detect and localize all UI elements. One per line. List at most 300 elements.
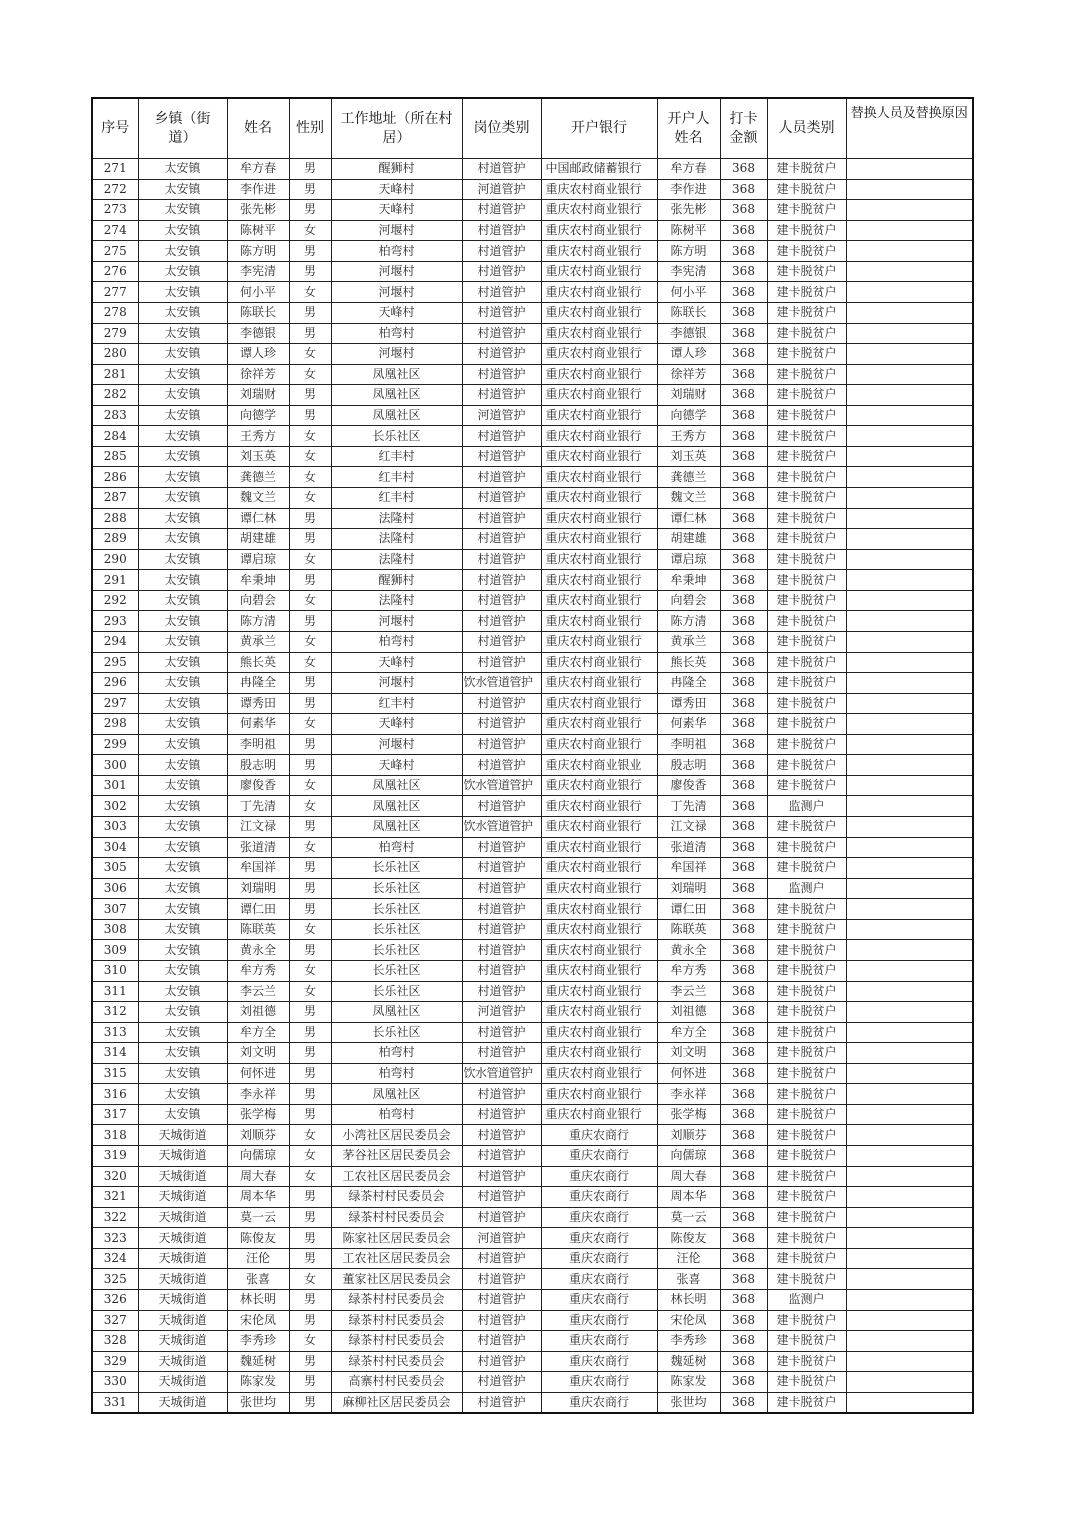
cell-bank: 重庆农村商业银行 <box>541 1063 657 1084</box>
cell-amount: 368 <box>720 1002 767 1023</box>
cell-replacement <box>846 1351 973 1372</box>
table-row <box>92 1269 973 1290</box>
cell-town: 太安镇 <box>138 241 227 262</box>
cell-replacement <box>846 570 973 591</box>
cell-replacement <box>846 364 973 385</box>
cell-seq: 272 <box>92 179 138 200</box>
cell-category: 建卡脱贫户 <box>767 1125 846 1146</box>
cell-seq: 279 <box>92 323 138 344</box>
cell-replacement <box>846 981 973 1002</box>
cell-town: 太安镇 <box>138 1104 227 1125</box>
cell-gender: 男 <box>289 1228 331 1249</box>
cell-address: 凤凰社区 <box>331 405 462 426</box>
cell-category: 建卡脱贫户 <box>767 960 846 981</box>
cell-post: 村道管护 <box>462 1331 541 1352</box>
cell-seq: 274 <box>92 220 138 241</box>
cell-seq: 328 <box>92 1331 138 1352</box>
cell-category: 建卡脱贫户 <box>767 405 846 426</box>
cell-bank: 重庆农商行 <box>541 1125 657 1146</box>
cell-post: 村道管护 <box>462 549 541 570</box>
cell-seq: 314 <box>92 1043 138 1064</box>
cell-town: 太安镇 <box>138 446 227 467</box>
cell-post: 村道管护 <box>462 570 541 591</box>
cell-holder: 张道清 <box>657 837 720 858</box>
cell-name: 向碧会 <box>227 590 289 611</box>
cell-seq: 275 <box>92 241 138 262</box>
cell-gender: 男 <box>289 899 331 920</box>
cell-bank: 重庆农村商业银行 <box>541 734 657 755</box>
cell-category: 建卡脱贫户 <box>767 508 846 529</box>
cell-amount: 368 <box>720 344 767 365</box>
table-row <box>92 446 973 467</box>
cell-address: 绿茶村村民委员会 <box>331 1207 462 1228</box>
table-row <box>92 220 973 241</box>
cell-amount: 368 <box>720 673 767 694</box>
cell-bank: 重庆农村商业银行 <box>541 488 657 509</box>
cell-category: 建卡脱贫户 <box>767 940 846 961</box>
table-row <box>92 817 973 838</box>
cell-category: 建卡脱贫户 <box>767 1351 846 1372</box>
cell-holder: 李秀珍 <box>657 1331 720 1352</box>
cell-gender: 女 <box>289 426 331 447</box>
cell-seq: 306 <box>92 878 138 899</box>
cell-holder: 王秀方 <box>657 426 720 447</box>
cell-amount: 368 <box>720 611 767 632</box>
cell-gender: 男 <box>289 159 331 180</box>
header-address: 工作地址（所在村居） <box>331 98 462 159</box>
cell-amount: 368 <box>720 405 767 426</box>
cell-amount: 368 <box>720 1310 767 1331</box>
cell-post: 村道管护 <box>462 488 541 509</box>
cell-seq: 287 <box>92 488 138 509</box>
cell-gender: 女 <box>289 282 331 303</box>
table-row <box>92 302 973 323</box>
cell-amount: 368 <box>720 1063 767 1084</box>
cell-name: 徐祥芳 <box>227 364 289 385</box>
cell-holder: 陈方明 <box>657 241 720 262</box>
cell-town: 太安镇 <box>138 261 227 282</box>
cell-seq: 284 <box>92 426 138 447</box>
cell-gender: 女 <box>289 488 331 509</box>
cell-gender: 女 <box>289 796 331 817</box>
cell-holder: 何小平 <box>657 282 720 303</box>
cell-address: 绿茶村村民委员会 <box>331 1331 462 1352</box>
cell-post: 村道管护 <box>462 590 541 611</box>
cell-town: 天城街道 <box>138 1372 227 1393</box>
cell-address: 绿茶村村民委员会 <box>331 1310 462 1331</box>
cell-category: 建卡脱贫户 <box>767 1063 846 1084</box>
cell-address: 醒狮村 <box>331 159 462 180</box>
cell-amount: 368 <box>720 241 767 262</box>
cell-bank: 重庆农村商业银行 <box>541 364 657 385</box>
cell-name: 谭人珍 <box>227 344 289 365</box>
table-row <box>92 981 973 1002</box>
cell-gender: 男 <box>289 405 331 426</box>
cell-seq: 298 <box>92 714 138 735</box>
cell-holder: 胡建雄 <box>657 529 720 550</box>
cell-town: 太安镇 <box>138 796 227 817</box>
cell-replacement <box>846 529 973 550</box>
cell-holder: 陈俊友 <box>657 1228 720 1249</box>
cell-town: 太安镇 <box>138 837 227 858</box>
cell-amount: 368 <box>720 446 767 467</box>
cell-holder: 张先彬 <box>657 200 720 221</box>
cell-bank: 重庆农商行 <box>541 1207 657 1228</box>
cell-amount: 368 <box>720 529 767 550</box>
cell-gender: 男 <box>289 179 331 200</box>
cell-name: 黄承兰 <box>227 631 289 652</box>
cell-holder: 陈联长 <box>657 302 720 323</box>
cell-post: 村道管护 <box>462 282 541 303</box>
cell-holder: 谭秀田 <box>657 693 720 714</box>
cell-name: 李宪清 <box>227 261 289 282</box>
cell-seq: 296 <box>92 673 138 694</box>
table-row <box>92 508 973 529</box>
cell-address: 茅谷社区居民委员会 <box>331 1146 462 1167</box>
cell-post: 村道管护 <box>462 652 541 673</box>
cell-bank: 重庆农村商业银行 <box>541 1104 657 1125</box>
cell-gender: 女 <box>289 1146 331 1167</box>
cell-replacement <box>846 817 973 838</box>
cell-holder: 陈家发 <box>657 1372 720 1393</box>
cell-name: 刘文明 <box>227 1043 289 1064</box>
cell-holder: 牟国祥 <box>657 858 720 879</box>
cell-address: 小湾社区居民委员会 <box>331 1125 462 1146</box>
cell-amount: 368 <box>720 755 767 776</box>
cell-holder: 黄永全 <box>657 940 720 961</box>
table-row <box>92 467 973 488</box>
cell-gender: 女 <box>289 1166 331 1187</box>
cell-replacement <box>846 405 973 426</box>
cell-holder: 向德学 <box>657 405 720 426</box>
cell-gender: 女 <box>289 919 331 940</box>
cell-town: 太安镇 <box>138 693 227 714</box>
cell-seq: 325 <box>92 1269 138 1290</box>
cell-name: 向德学 <box>227 405 289 426</box>
cell-holder: 徐祥芳 <box>657 364 720 385</box>
cell-town: 太安镇 <box>138 755 227 776</box>
table-row <box>92 1043 973 1064</box>
cell-gender: 男 <box>289 1002 331 1023</box>
cell-amount: 368 <box>720 385 767 406</box>
cell-seq: 300 <box>92 755 138 776</box>
cell-address: 长乐社区 <box>331 960 462 981</box>
cell-category: 建卡脱贫户 <box>767 467 846 488</box>
cell-address: 河堰村 <box>331 734 462 755</box>
cell-category: 建卡脱贫户 <box>767 775 846 796</box>
cell-seq: 295 <box>92 652 138 673</box>
cell-town: 太安镇 <box>138 529 227 550</box>
cell-town: 天城街道 <box>138 1166 227 1187</box>
cell-town: 太安镇 <box>138 570 227 591</box>
cell-address: 长乐社区 <box>331 1022 462 1043</box>
cell-amount: 368 <box>720 1166 767 1187</box>
cell-gender: 女 <box>289 549 331 570</box>
cell-address: 河堰村 <box>331 673 462 694</box>
cell-holder: 李宪清 <box>657 261 720 282</box>
cell-gender: 女 <box>289 590 331 611</box>
cell-post: 村道管护 <box>462 1166 541 1187</box>
cell-holder: 谭启琼 <box>657 549 720 570</box>
cell-address: 绿茶村村民委员会 <box>331 1351 462 1372</box>
cell-replacement <box>846 1084 973 1105</box>
cell-amount: 368 <box>720 488 767 509</box>
cell-replacement <box>846 241 973 262</box>
cell-post: 村道管护 <box>462 1187 541 1208</box>
cell-address: 陈家社区居民委员会 <box>331 1228 462 1249</box>
cell-seq: 331 <box>92 1392 138 1413</box>
cell-bank: 重庆农村商业银行 <box>541 796 657 817</box>
cell-holder: 李作进 <box>657 179 720 200</box>
cell-replacement <box>846 1125 973 1146</box>
table-row <box>92 1289 973 1310</box>
cell-name: 龚德兰 <box>227 467 289 488</box>
cell-category: 监测户 <box>767 878 846 899</box>
cell-town: 太安镇 <box>138 714 227 735</box>
cell-town: 太安镇 <box>138 488 227 509</box>
cell-holder: 张喜 <box>657 1269 720 1290</box>
cell-town: 太安镇 <box>138 858 227 879</box>
header-replacement: 替换人员及替换原因 <box>846 98 973 159</box>
cell-seq: 313 <box>92 1022 138 1043</box>
cell-name: 张学梅 <box>227 1104 289 1125</box>
cell-gender: 女 <box>289 837 331 858</box>
cell-category: 建卡脱贫户 <box>767 693 846 714</box>
header-seq: 序号 <box>92 98 138 159</box>
cell-holder: 谭仁田 <box>657 899 720 920</box>
cell-bank: 重庆农村商业银行 <box>541 529 657 550</box>
header-holder: 开户人姓名 <box>657 98 720 159</box>
cell-town: 天城街道 <box>138 1289 227 1310</box>
cell-name: 王秀方 <box>227 426 289 447</box>
cell-post: 河道管护 <box>462 179 541 200</box>
table-row <box>92 1207 973 1228</box>
cell-amount: 368 <box>720 570 767 591</box>
cell-address: 醒狮村 <box>331 570 462 591</box>
cell-address: 河堰村 <box>331 282 462 303</box>
cell-gender: 女 <box>289 220 331 241</box>
cell-bank: 重庆农村商业银行 <box>541 446 657 467</box>
table-row <box>92 796 973 817</box>
cell-replacement <box>846 1146 973 1167</box>
cell-address: 天峰村 <box>331 302 462 323</box>
cell-name: 李德银 <box>227 323 289 344</box>
cell-amount: 368 <box>720 1043 767 1064</box>
cell-holder: 李云兰 <box>657 981 720 1002</box>
cell-holder: 刘文明 <box>657 1043 720 1064</box>
cell-category: 监测户 <box>767 796 846 817</box>
cell-town: 太安镇 <box>138 673 227 694</box>
cell-category: 建卡脱贫户 <box>767 1228 846 1249</box>
cell-post: 村道管护 <box>462 426 541 447</box>
cell-holder: 陈联英 <box>657 919 720 940</box>
cell-gender: 男 <box>289 261 331 282</box>
cell-bank: 重庆农村商业银行 <box>541 467 657 488</box>
cell-replacement <box>846 261 973 282</box>
table-row <box>92 837 973 858</box>
cell-category: 建卡脱贫户 <box>767 1310 846 1331</box>
cell-category: 建卡脱贫户 <box>767 734 846 755</box>
cell-amount: 368 <box>720 1392 767 1413</box>
table-row <box>92 1372 973 1393</box>
cell-category: 建卡脱贫户 <box>767 631 846 652</box>
cell-seq: 321 <box>92 1187 138 1208</box>
cell-name: 张喜 <box>227 1269 289 1290</box>
cell-category: 建卡脱贫户 <box>767 1104 846 1125</box>
cell-amount: 368 <box>720 1146 767 1167</box>
table-row <box>92 960 973 981</box>
cell-amount: 368 <box>720 1207 767 1228</box>
cell-holder: 牟方春 <box>657 159 720 180</box>
cell-name: 熊长英 <box>227 652 289 673</box>
cell-bank: 重庆农村商业银行 <box>541 919 657 940</box>
cell-amount: 368 <box>720 858 767 879</box>
cell-town: 太安镇 <box>138 1002 227 1023</box>
cell-category: 建卡脱贫户 <box>767 1166 846 1187</box>
cell-bank: 重庆农村商业银行 <box>541 261 657 282</box>
cell-holder: 向儒琼 <box>657 1146 720 1167</box>
cell-holder: 冉隆全 <box>657 673 720 694</box>
cell-address: 麻柳社区居民委员会 <box>331 1392 462 1413</box>
cell-name: 何怀进 <box>227 1063 289 1084</box>
cell-name: 李永祥 <box>227 1084 289 1105</box>
cell-post: 村道管护 <box>462 940 541 961</box>
cell-bank: 重庆农村商业银行 <box>541 590 657 611</box>
cell-address: 红丰村 <box>331 488 462 509</box>
cell-post: 村道管护 <box>462 1022 541 1043</box>
cell-amount: 368 <box>720 1022 767 1043</box>
cell-amount: 368 <box>720 323 767 344</box>
cell-post: 河道管护 <box>462 405 541 426</box>
cell-holder: 何素华 <box>657 714 720 735</box>
cell-holder: 汪伦 <box>657 1248 720 1269</box>
cell-name: 黄永全 <box>227 940 289 961</box>
table-row <box>92 1146 973 1167</box>
table-row <box>92 611 973 632</box>
table-row <box>92 1063 973 1084</box>
cell-town: 太安镇 <box>138 302 227 323</box>
cell-post: 村道管护 <box>462 1043 541 1064</box>
cell-town: 太安镇 <box>138 220 227 241</box>
cell-address: 工农社区居民委员会 <box>331 1248 462 1269</box>
cell-holder: 李德银 <box>657 323 720 344</box>
roster-table <box>91 97 974 1414</box>
cell-category: 建卡脱贫户 <box>767 714 846 735</box>
cell-holder: 何怀进 <box>657 1063 720 1084</box>
cell-gender: 女 <box>289 714 331 735</box>
cell-bank: 重庆农村商业银行 <box>541 241 657 262</box>
cell-name: 江文禄 <box>227 817 289 838</box>
cell-replacement <box>846 508 973 529</box>
cell-category: 建卡脱贫户 <box>767 590 846 611</box>
cell-name: 谭启琼 <box>227 549 289 570</box>
cell-town: 太安镇 <box>138 467 227 488</box>
cell-bank: 重庆农村商业银行 <box>541 673 657 694</box>
cell-replacement <box>846 796 973 817</box>
cell-replacement <box>846 1269 973 1290</box>
cell-gender: 男 <box>289 673 331 694</box>
cell-category: 建卡脱贫户 <box>767 817 846 838</box>
cell-town: 天城街道 <box>138 1248 227 1269</box>
cell-post: 河道管护 <box>462 1002 541 1023</box>
cell-gender: 男 <box>289 693 331 714</box>
cell-name: 刘顺芬 <box>227 1125 289 1146</box>
cell-address: 董家社区居民委员会 <box>331 1269 462 1290</box>
cell-replacement <box>846 302 973 323</box>
cell-gender: 男 <box>289 302 331 323</box>
cell-amount: 368 <box>720 159 767 180</box>
cell-replacement <box>846 611 973 632</box>
cell-holder: 陈方清 <box>657 611 720 632</box>
cell-post: 村道管护 <box>462 796 541 817</box>
cell-amount: 368 <box>720 631 767 652</box>
cell-town: 太安镇 <box>138 960 227 981</box>
cell-town: 太安镇 <box>138 1084 227 1105</box>
cell-town: 太安镇 <box>138 282 227 303</box>
table-row <box>92 549 973 570</box>
cell-post: 村道管护 <box>462 1248 541 1269</box>
cell-bank: 重庆农商行 <box>541 1310 657 1331</box>
cell-name: 刘祖德 <box>227 1002 289 1023</box>
cell-amount: 368 <box>720 1331 767 1352</box>
cell-replacement <box>846 755 973 776</box>
cell-seq: 289 <box>92 529 138 550</box>
cell-replacement <box>846 1166 973 1187</box>
cell-category: 建卡脱贫户 <box>767 919 846 940</box>
cell-bank: 中国邮政储蓄银行 <box>541 159 657 180</box>
cell-bank: 重庆农村商业银行 <box>541 631 657 652</box>
cell-seq: 302 <box>92 796 138 817</box>
cell-name: 李作进 <box>227 179 289 200</box>
cell-town: 太安镇 <box>138 734 227 755</box>
cell-bank: 重庆农村商业银行 <box>541 1002 657 1023</box>
cell-address: 凤凰社区 <box>331 385 462 406</box>
cell-post: 村道管护 <box>462 714 541 735</box>
cell-replacement <box>846 940 973 961</box>
cell-address: 天峰村 <box>331 714 462 735</box>
cell-replacement <box>846 1104 973 1125</box>
cell-gender: 男 <box>289 1084 331 1105</box>
cell-name: 林长明 <box>227 1289 289 1310</box>
cell-bank: 重庆农村商业银行 <box>541 960 657 981</box>
cell-gender: 男 <box>289 940 331 961</box>
cell-replacement <box>846 878 973 899</box>
cell-amount: 368 <box>720 1125 767 1146</box>
header-gender: 性别 <box>289 98 331 159</box>
cell-seq: 280 <box>92 344 138 365</box>
cell-replacement <box>846 1228 973 1249</box>
table-row <box>92 200 973 221</box>
cell-name: 冉隆全 <box>227 673 289 694</box>
table-row <box>92 631 973 652</box>
cell-replacement <box>846 1187 973 1208</box>
cell-category: 建卡脱贫户 <box>767 673 846 694</box>
cell-gender: 男 <box>289 529 331 550</box>
cell-address: 长乐社区 <box>331 426 462 447</box>
cell-seq: 277 <box>92 282 138 303</box>
cell-bank: 重庆农村商业银行 <box>541 549 657 570</box>
cell-bank: 重庆农村商业银行 <box>541 323 657 344</box>
cell-bank: 重庆农村商业银行 <box>541 179 657 200</box>
cell-category: 建卡脱贫户 <box>767 611 846 632</box>
cell-name: 牟方全 <box>227 1022 289 1043</box>
cell-gender: 男 <box>289 1351 331 1372</box>
cell-replacement <box>846 344 973 365</box>
cell-amount: 368 <box>720 652 767 673</box>
cell-town: 天城街道 <box>138 1269 227 1290</box>
cell-amount: 368 <box>720 817 767 838</box>
cell-town: 天城街道 <box>138 1187 227 1208</box>
